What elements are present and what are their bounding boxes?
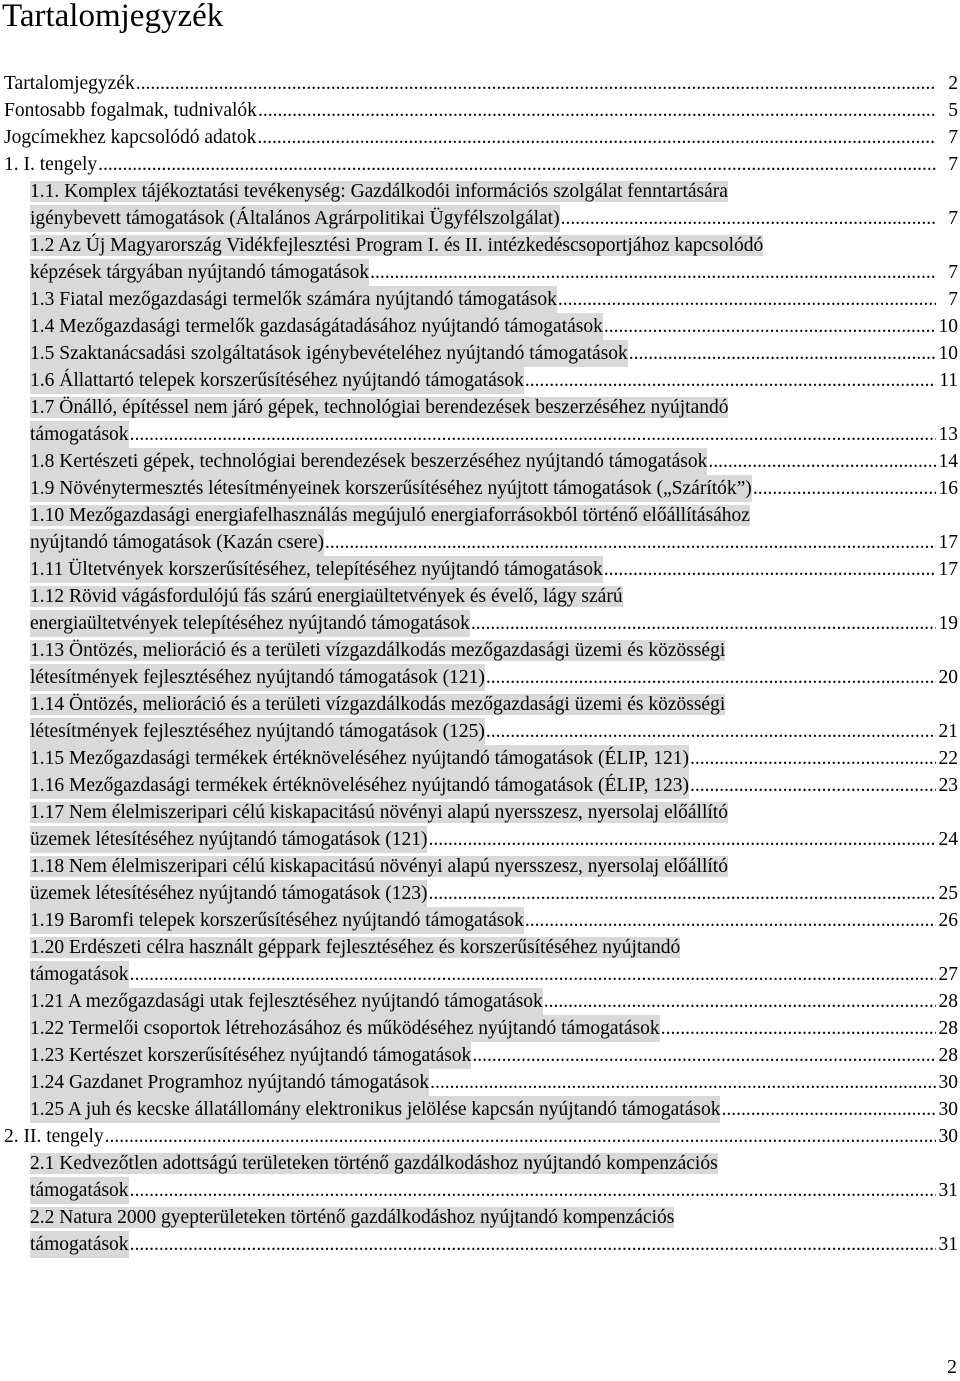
toc-page-number[interactable]: 22 [938, 748, 958, 769]
toc-entry-text[interactable]: 2.1 Kedvezőtlen adottságú területeken történő gazdálkodáshoz nyújtandó kompenzációs [30, 1153, 718, 1174]
toc-entry[interactable] [0, 313, 960, 340]
toc-entry[interactable] [0, 934, 960, 988]
toc-page-number[interactable]: 30 [938, 1126, 958, 1147]
toc-entry-text[interactable]: 1.19 Baromfi telepek korszerűsítéséhez nyújtandó támogatások [30, 907, 524, 934]
toc-entry-text[interactable]: 1.3 Fiatal mezőgazdasági termelők számára nyújtandó támogatások [30, 286, 557, 313]
toc-dot-leader [689, 745, 936, 772]
toc-entry-text[interactable]: 1.11 Ültetvények korszerűsítéséhez, telepítéséhez nyújtandó támogatások [30, 556, 603, 583]
toc-entry-text[interactable]: igénybevett támogatások (Általános Agrárpolitikai Ügyfélszolgálat) [30, 205, 560, 232]
page-number: 2 [947, 1356, 957, 1378]
toc-entry[interactable] [0, 448, 960, 475]
toc-entry-text[interactable]: létesítmények fejlesztéséhez nyújtandó támogatások (125) [30, 718, 485, 745]
toc-dot-leader [603, 556, 936, 583]
toc-page-number[interactable]: 2 [948, 73, 958, 94]
toc-page-number[interactable]: 31 [938, 1180, 958, 1201]
toc-page-number[interactable]: 31 [938, 1234, 958, 1255]
toc-entry[interactable] [0, 1069, 960, 1096]
toc-entry-text[interactable]: 1.15 Mezőgazdasági termékek értéknöveléséhez nyújtandó támogatások (ÉLIP, 121) [30, 745, 689, 772]
toc-dot-leader [104, 1123, 936, 1150]
toc-page-number[interactable]: 26 [938, 910, 958, 931]
toc-dot-leader [560, 205, 936, 232]
table-of-contents [0, 70, 960, 1258]
toc-page-number[interactable]: 17 [938, 532, 958, 553]
toc-dot-leader [752, 475, 936, 502]
toc-page-number[interactable]: 21 [938, 721, 958, 742]
toc-page-number[interactable]: 28 [938, 1045, 958, 1066]
toc-entry-text[interactable]: 1.10 Mezőgazdasági energiafelhasználás megújuló energiaforrásokból történő előállításához [30, 505, 750, 526]
toc-dot-leader [427, 826, 936, 853]
toc-entry[interactable] [0, 1096, 960, 1123]
toc-entry[interactable] [0, 772, 960, 799]
toc-page-number[interactable]: 20 [938, 667, 958, 688]
toc-page-number[interactable]: 7 [948, 208, 958, 229]
toc-entry[interactable] [0, 745, 960, 772]
toc-entry-text[interactable]: 1.9 Növénytermesztés létesítményeinek korszerűsítéséhez nyújtott támogatások („Szárítók”) [30, 475, 752, 502]
toc-dot-leader [471, 1042, 936, 1069]
toc-entry-text[interactable]: energiaültetvények telepítéséhez nyújtandó támogatások [30, 610, 470, 637]
toc-dot-leader [543, 988, 936, 1015]
toc-dot-leader [603, 313, 936, 340]
toc-page-number[interactable]: 23 [938, 775, 958, 796]
toc-entry-text[interactable]: 1.14 Öntözés, melioráció és a területi vízgazdálkodás mezőgazdasági üzemi és közösségi [30, 694, 726, 715]
toc-entry-text[interactable]: 1. I. tengely [4, 154, 98, 175]
toc-entry[interactable] [0, 97, 960, 124]
toc-dot-leader [427, 880, 936, 907]
toc-dot-leader [720, 1096, 936, 1123]
toc-dot-leader [257, 97, 936, 124]
toc-entry-text[interactable]: 1.1. Komplex tájékoztatási tevékenység: Gazdálkodói információs szolgálat fenntartására [30, 181, 728, 202]
toc-dot-leader [129, 1231, 936, 1258]
toc-entry-text[interactable]: 1.12 Rövid vágásfordulójú fás szárú energiaültetvények és évelő, lágy szárú [30, 586, 623, 607]
toc-dot-leader [129, 1177, 936, 1204]
toc-dot-leader [324, 529, 936, 556]
toc-page-number[interactable]: 17 [938, 559, 958, 580]
toc-entry-text[interactable]: 1.21 A mezőgazdasági utak fejlesztéséhez nyújtandó támogatások [30, 988, 543, 1015]
toc-entry-text[interactable]: 1.24 Gazdanet Programhoz nyújtandó támogatások [30, 1069, 429, 1096]
toc-dot-leader [256, 124, 936, 151]
toc-page-number[interactable]: 10 [938, 316, 958, 337]
toc-entry[interactable] [0, 1204, 960, 1258]
toc-dot-leader [485, 664, 936, 691]
toc-entry[interactable] [0, 340, 960, 367]
toc-dot-leader [707, 448, 936, 475]
toc-entry-text[interactable]: támogatások [30, 1231, 129, 1258]
toc-page-number[interactable]: 19 [938, 613, 958, 634]
toc-page-number[interactable]: 28 [938, 1018, 958, 1039]
toc-page-number[interactable]: 28 [938, 991, 958, 1012]
toc-entry-text[interactable]: nyújtandó támogatások (Kazán csere) [30, 529, 324, 556]
toc-page-number[interactable]: 14 [938, 451, 958, 472]
toc-entry[interactable] [0, 475, 960, 502]
toc-entry-text[interactable]: 1.4 Mezőgazdasági termelők gazdaságátadásához nyújtandó támogatások [30, 313, 603, 340]
toc-dot-leader [524, 367, 936, 394]
toc-dot-leader [129, 421, 936, 448]
toc-entry[interactable] [0, 583, 960, 637]
toc-entry-text[interactable]: 1.25 A juh és kecske állatállomány elektronikus jelölése kapcsán nyújtandó támogatások [30, 1096, 720, 1123]
toc-entry-text[interactable]: 1.18 Nem élelmiszeripari célú kiskapacitású növényi alapú nyersszesz, nyersolaj előállító [30, 856, 728, 877]
toc-page-number[interactable]: 13 [938, 424, 958, 445]
toc-entry-text[interactable]: támogatások [30, 1177, 129, 1204]
toc-entry-text[interactable]: létesítmények fejlesztéséhez nyújtandó támogatások (121) [30, 664, 485, 691]
toc-page-number[interactable]: 7 [948, 289, 958, 310]
toc-entry[interactable] [0, 124, 960, 151]
toc-page-number[interactable]: 7 [948, 262, 958, 283]
toc-entry-text[interactable]: támogatások [30, 961, 129, 988]
toc-dot-leader [689, 772, 936, 799]
toc-entry-text[interactable]: üzemek létesítéséhez nyújtandó támogatások (121) [30, 826, 427, 853]
toc-entry[interactable] [0, 907, 960, 934]
toc-entry[interactable] [0, 853, 960, 907]
toc-entry-text[interactable]: képzések tárgyában nyújtandó támogatások [30, 259, 369, 286]
toc-entry[interactable] [0, 691, 960, 745]
toc-entry[interactable] [0, 556, 960, 583]
toc-entry-text[interactable]: 1.6 Állattartó telepek korszerűsítéséhez nyújtandó támogatások [30, 367, 524, 394]
toc-page-number[interactable]: 24 [938, 829, 958, 850]
toc-dot-leader [557, 286, 936, 313]
toc-entry[interactable] [0, 151, 960, 178]
toc-page-number[interactable]: 16 [938, 478, 958, 499]
toc-dot-leader [369, 259, 936, 286]
toc-entry-text[interactable]: 1.13 Öntözés, melioráció és a területi vízgazdálkodás mezőgazdasági üzemi és közösségi [30, 640, 726, 661]
toc-entry[interactable] [0, 799, 960, 853]
toc-page-number[interactable]: 30 [938, 1099, 958, 1120]
toc-page-number[interactable]: 27 [938, 964, 958, 985]
toc-dot-leader [429, 1069, 936, 1096]
toc-entry[interactable] [0, 232, 960, 286]
toc-entry[interactable] [0, 1123, 960, 1150]
toc-page-number[interactable]: 7 [948, 127, 958, 148]
toc-entry[interactable] [0, 70, 960, 97]
toc-entry[interactable] [0, 178, 960, 232]
page-title: Tartalomjegyzék [2, 0, 224, 34]
toc-entry-text[interactable]: 1.7 Önálló, építéssel nem járó gépek, technológiai berendezések beszerzéséhez nyújtandó [30, 397, 729, 418]
toc-entry-text[interactable]: Jogcímekhez kapcsolódó adatok [4, 127, 257, 148]
toc-dot-leader [97, 151, 936, 178]
toc-entry-text[interactable]: 1.16 Mezőgazdasági termékek értéknöveléséhez nyújtandó támogatások (ÉLIP, 123) [30, 772, 689, 799]
toc-entry-text[interactable]: 1.2 Az Új Magyarország Vidékfejlesztési Program I. és II. intézkedéscsoportjához kapcsolódó [30, 235, 764, 256]
toc-dot-leader [660, 1015, 936, 1042]
toc-entry[interactable] [0, 1042, 960, 1069]
toc-entry[interactable] [0, 286, 960, 313]
toc-entry-text[interactable]: Fontosabb fogalmak, tudnivalók [4, 100, 257, 121]
toc-page-number[interactable]: 5 [948, 100, 958, 121]
toc-dot-leader [129, 961, 936, 988]
toc-dot-leader [135, 70, 936, 97]
toc-entry-text[interactable]: üzemek létesítéséhez nyújtandó támogatások (123) [30, 880, 427, 907]
toc-entry-text[interactable]: 2. II. tengely [4, 1126, 104, 1147]
toc-dot-leader [485, 718, 936, 745]
toc-page-number[interactable]: 25 [938, 883, 958, 904]
toc-entry[interactable] [0, 1150, 960, 1204]
toc-entry[interactable] [0, 502, 960, 556]
toc-entry[interactable] [0, 367, 960, 394]
toc-entry-text[interactable]: 1.17 Nem élelmiszeripari célú kiskapacitású növényi alapú nyersszesz, nyersolaj előállító [30, 802, 728, 823]
toc-entry[interactable] [0, 394, 960, 448]
toc-entry-text[interactable]: 1.20 Erdészeti célra használt géppark fejlesztéséhez és korszerűsítéséhez nyújtandó [30, 937, 681, 958]
toc-page-number[interactable]: 11 [939, 370, 958, 391]
toc-dot-leader [524, 907, 936, 934]
toc-entry-text[interactable]: Tartalomjegyzék [4, 73, 135, 94]
toc-page-number[interactable]: 7 [948, 154, 958, 175]
toc-entry-text[interactable]: támogatások [30, 421, 129, 448]
toc-page-number[interactable]: 30 [938, 1072, 958, 1093]
toc-entry[interactable] [0, 1015, 960, 1042]
toc-page-number[interactable]: 10 [938, 343, 958, 364]
toc-entry-text[interactable]: 1.5 Szaktanácsadási szolgáltatások igénybevételéhez nyújtandó támogatások [30, 340, 628, 367]
toc-entry-text[interactable]: 2.2 Natura 2000 gyepterületeken történő gazdálkodáshoz nyújtandó kompenzációs [30, 1207, 675, 1228]
toc-dot-leader [470, 610, 936, 637]
toc-entry-text[interactable]: 1.22 Termelői csoportok létrehozásához és működéséhez nyújtandó támogatások [30, 1015, 660, 1042]
toc-entry-text[interactable]: 1.8 Kertészeti gépek, technológiai berendezések beszerzéséhez nyújtandó támogatások [30, 448, 707, 475]
toc-entry-text[interactable]: 1.23 Kertészet korszerűsítéséhez nyújtandó támogatások [30, 1042, 471, 1069]
toc-dot-leader [628, 340, 936, 367]
toc-entry[interactable] [0, 988, 960, 1015]
toc-entry[interactable] [0, 637, 960, 691]
